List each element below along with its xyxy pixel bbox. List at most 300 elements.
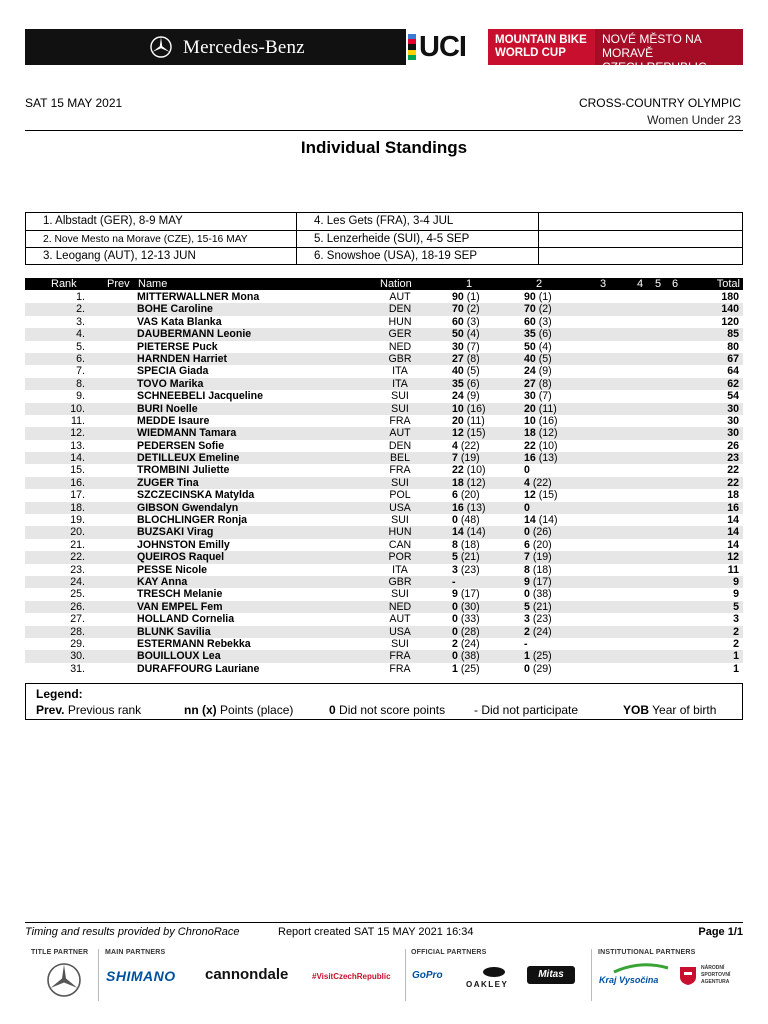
nation-cell: USA — [389, 501, 411, 514]
race1-result-cell — [452, 328, 480, 340]
total-cell: 2 — [733, 637, 739, 650]
race-empty — [538, 213, 743, 230]
race2-points: 18 — [524, 427, 536, 440]
legend-prev: Prev. Previous rank — [36, 703, 142, 717]
nation-cell: AUT — [389, 613, 411, 626]
race1-points: 30 — [452, 340, 464, 353]
race1-result-cell — [452, 564, 480, 576]
race2-result-cell — [524, 415, 558, 427]
total-cell: 16 — [727, 501, 739, 514]
race2-place: (14) — [538, 514, 558, 527]
table-row — [25, 650, 743, 662]
table-row — [25, 626, 743, 638]
race2-result-cell — [524, 526, 552, 538]
rank-cell: 5. — [76, 340, 85, 353]
athlete-name-cell: BOUILLOUX Lea — [137, 650, 221, 663]
total-cell: 22 — [727, 464, 739, 477]
race2-result-cell — [524, 551, 552, 563]
race1-result-cell — [452, 341, 480, 353]
race2-result-cell — [524, 638, 528, 650]
race2-points: 22 — [524, 439, 536, 452]
race1-points: 8 — [452, 538, 458, 551]
race2-points: 8 — [524, 563, 530, 576]
race1-result-cell — [452, 650, 480, 662]
race1-result-cell — [452, 526, 486, 538]
rank-cell: 1. — [76, 291, 85, 303]
total-cell: 12 — [727, 551, 739, 564]
col-name: Name — [138, 278, 168, 290]
race2-place: (38) — [532, 588, 552, 601]
kraj-vysocina-mark-icon — [612, 962, 670, 974]
race2-points: 5 — [524, 600, 530, 613]
standings-table — [25, 291, 743, 675]
table-row — [25, 365, 743, 377]
athlete-name-cell: DAUBERMANN Leonie — [137, 328, 252, 341]
race1-points: 60 — [452, 315, 464, 328]
race2-result-cell — [524, 452, 558, 464]
race1-place: (33) — [460, 613, 480, 626]
athlete-name-cell: HARNDEN Harriet — [137, 352, 228, 365]
nation-cell: SUI — [391, 588, 409, 601]
race2-result-cell — [524, 378, 552, 390]
race-item: 5. Lenzerheide (SUI), 4-5 SEP — [296, 230, 538, 247]
race2-place: (23) — [532, 613, 552, 626]
athlete-name-cell: HOLLAND Cornelia — [137, 613, 235, 626]
athlete-name-cell: TOVO Marika — [137, 377, 204, 390]
rank-cell: 12. — [70, 427, 85, 440]
race2-place: (22) — [532, 476, 552, 489]
table-row — [25, 576, 743, 588]
race2-place: (3) — [538, 315, 552, 328]
nation-cell: ITA — [392, 365, 408, 378]
athlete-name-cell: MITTERWALLNER Mona — [137, 291, 260, 303]
category: Women Under 23 — [647, 113, 741, 127]
mitas-logo: Mitas — [527, 966, 575, 984]
athlete-name-cell: SCHNEEBELI Jacqueline — [137, 390, 263, 403]
race1-place: (18) — [460, 538, 480, 551]
race1-result-cell — [452, 365, 480, 377]
gopro-logo: GoPro — [412, 970, 443, 981]
rank-cell: 20. — [70, 526, 85, 539]
race1-result-cell — [452, 502, 486, 514]
race1-points: 5 — [452, 551, 458, 564]
athlete-name-cell: BURI Noelle — [137, 402, 198, 415]
table-row — [25, 328, 743, 340]
rank-cell: 11. — [71, 414, 85, 427]
race1-points: 40 — [452, 365, 464, 378]
race1-place: (14) — [466, 526, 486, 539]
header-divider — [25, 130, 743, 131]
table-row — [25, 440, 743, 452]
athlete-name-cell: PIETERSE Puck — [137, 340, 218, 353]
athlete-name-cell: PEDERSEN Sofie — [137, 439, 225, 452]
nation-cell: GBR — [388, 575, 412, 588]
legend-title: Legend: — [36, 687, 83, 701]
oakley-ellipse-icon — [472, 966, 516, 978]
athlete-name-cell: BUZSAKI Virag — [137, 526, 214, 539]
table-row — [25, 390, 743, 402]
race2-place: (13) — [538, 452, 558, 465]
table-row — [25, 539, 743, 551]
race2-points: 0 — [524, 526, 530, 539]
race1-place: (4) — [466, 328, 480, 341]
race1-place: (1) — [466, 291, 480, 303]
race1-result-cell — [452, 489, 480, 501]
nation-cell: GER — [388, 328, 412, 341]
athlete-name-cell: TROMBINI Juliette — [137, 464, 230, 477]
legend-dash: - Did not participate — [474, 703, 579, 717]
race-item: 3. Leogang (AUT), 12-13 JUN — [26, 247, 296, 264]
rank-cell: 13. — [70, 439, 85, 452]
rank-cell: 8. — [76, 377, 85, 390]
race-item: 4. Les Gets (FRA), 3-4 JUL — [296, 213, 538, 230]
sportovni-agentura-logo: NÁRODNÍ SPORTOVNÍ AGENTURA — [701, 965, 731, 985]
total-cell: 180 — [721, 291, 739, 303]
race1-points: 0 — [452, 600, 458, 613]
rank-cell: 19. — [70, 514, 85, 527]
nation-cell: POL — [389, 489, 411, 502]
agentura-shield-icon — [679, 966, 697, 986]
race1-points: 0 — [452, 613, 458, 626]
athlete-name-cell: SZCZECINSKA Matylda — [137, 489, 255, 502]
race2-place: (11) — [538, 402, 557, 415]
race2-points: 90 — [524, 291, 536, 303]
race1-result-cell — [452, 403, 486, 415]
kraj-vysocina-logo: Kraj Vysočina — [599, 975, 659, 985]
total-cell: 14 — [727, 538, 739, 551]
race1-result-cell — [452, 539, 480, 551]
nation-cell: HUN — [388, 526, 412, 539]
institutional-partners-label: INSTITUTIONAL PARTNERS — [598, 949, 696, 956]
table-row — [25, 415, 743, 427]
rank-cell: 7. — [76, 365, 85, 378]
race1-points: 9 — [452, 588, 458, 601]
race1-points: 0 — [452, 650, 458, 663]
race1-result-cell — [452, 452, 480, 464]
race2-points: 1 — [524, 650, 530, 663]
race1-points: 16 — [452, 501, 464, 514]
table-row — [25, 551, 743, 563]
race2-result-cell — [524, 403, 557, 415]
race1-result-cell — [452, 551, 480, 563]
total-cell: 67 — [727, 352, 739, 365]
table-row — [25, 638, 743, 650]
legend-zero: 0 Did not score points — [329, 703, 446, 717]
race2-result-cell — [524, 588, 552, 600]
race1-result-cell — [452, 390, 480, 402]
mercedes-star-icon — [150, 36, 172, 58]
race1-place: (17) — [460, 588, 480, 601]
rank-cell: 14. — [70, 452, 85, 465]
uci-rainbow-stripes — [408, 34, 416, 60]
race2-points: 12 — [524, 489, 536, 502]
race1-place: (22) — [460, 439, 480, 452]
cannondale-logo: cannondale — [205, 966, 289, 983]
oakley-logo: OAKLEY — [466, 980, 509, 989]
race2-place: (9) — [538, 365, 552, 378]
col-race1: 1 — [466, 278, 473, 290]
race1-points: 4 — [452, 439, 458, 452]
total-cell: 9 — [733, 588, 739, 601]
top-banner — [25, 29, 743, 74]
race1-points: 3 — [452, 563, 458, 576]
nation-cell: SUI — [391, 514, 409, 527]
rank-cell: 6. — [76, 352, 85, 365]
race1-result-cell — [452, 514, 480, 526]
rank-cell: 31. — [70, 662, 85, 675]
total-cell: 23 — [727, 452, 739, 465]
race2-result-cell — [524, 601, 552, 613]
race2-place: (4) — [538, 340, 552, 353]
race2-points: 20 — [524, 402, 536, 415]
race1-place: (30) — [460, 600, 480, 613]
athlete-name-cell: GIBSON Gwendalyn — [137, 501, 239, 514]
rank-cell: 17. — [70, 489, 85, 502]
race2-place: (10) — [538, 439, 558, 452]
race2-place: (5) — [538, 352, 552, 365]
race2-place: (2) — [538, 303, 552, 316]
rank-cell: 4. — [76, 328, 85, 341]
table-row — [25, 489, 743, 501]
race2-place: (26) — [532, 526, 552, 539]
race2-points: 0 — [524, 501, 530, 514]
race2-place: (24) — [532, 625, 552, 638]
race2-result-cell — [524, 477, 552, 489]
race2-points: 40 — [524, 352, 536, 365]
athlete-name-cell: DETILLEUX Emeline — [137, 452, 240, 465]
race1-result-cell — [452, 415, 485, 427]
race2-place: (29) — [532, 662, 552, 675]
rank-cell: 10. — [70, 402, 85, 415]
race2-place: (12) — [538, 427, 558, 440]
rank-cell: 26. — [70, 600, 85, 613]
nation-cell: AUT — [389, 427, 411, 440]
race2-points: 0 — [524, 662, 530, 675]
race2-points: 4 — [524, 476, 530, 489]
total-cell: 62 — [727, 377, 739, 390]
rank-cell: 18. — [70, 501, 85, 514]
table-row — [25, 514, 743, 526]
race2-result-cell — [524, 489, 558, 501]
main-partners-label: MAIN PARTNERS — [105, 949, 166, 956]
rank-cell: 28. — [70, 625, 85, 638]
table-row — [25, 378, 743, 390]
athlete-name-cell: VAS Kata Blanka — [137, 315, 222, 328]
race1-points: - — [452, 575, 456, 588]
table-row — [25, 526, 743, 538]
race2-points: 6 — [524, 538, 530, 551]
uci-text: UCI — [419, 31, 466, 63]
table-row — [25, 613, 743, 625]
race1-points: 27 — [452, 352, 464, 365]
table-row — [25, 341, 743, 353]
race1-place: (10) — [466, 464, 486, 477]
uci-logo — [406, 29, 488, 65]
footer-divider — [25, 922, 743, 923]
nation-cell: SUI — [391, 402, 409, 415]
total-cell: 140 — [721, 303, 739, 316]
rank-cell: 3. — [76, 315, 85, 328]
race1-points: 6 — [452, 489, 458, 502]
race1-result-cell — [452, 613, 480, 625]
race1-place: (20) — [460, 489, 480, 502]
nation-cell: SUI — [391, 637, 409, 650]
race1-points: 18 — [452, 476, 464, 489]
rank-cell: 27. — [70, 613, 85, 626]
race1-points: 22 — [452, 464, 464, 477]
race1-place: (9) — [466, 390, 480, 403]
nation-cell: NED — [388, 340, 412, 353]
table-row — [25, 464, 743, 476]
athlete-name-cell: JOHNSTON Emilly — [137, 538, 230, 551]
race2-result-cell — [524, 316, 552, 328]
race2-points: 16 — [524, 452, 536, 465]
partner-separator — [405, 949, 406, 1001]
total-cell: 11 — [727, 563, 739, 576]
table-row — [25, 601, 743, 613]
race1-result-cell — [452, 440, 480, 452]
rank-cell: 30. — [70, 650, 85, 663]
partner-separator — [591, 949, 592, 1001]
race1-place: (19) — [460, 452, 480, 465]
total-cell: 85 — [727, 328, 739, 341]
legend-yob: YOB Year of birth — [623, 703, 717, 717]
race1-result-cell — [452, 601, 480, 613]
race2-place: (16) — [538, 414, 558, 427]
total-cell: 80 — [727, 340, 739, 353]
nation-cell: SUI — [391, 476, 409, 489]
race1-place: (16) — [466, 402, 486, 415]
race2-result-cell — [524, 390, 552, 402]
race1-result-cell — [452, 638, 480, 650]
race2-result-cell — [524, 353, 552, 365]
total-cell: 64 — [727, 365, 739, 378]
race2-points: 70 — [524, 303, 536, 316]
race2-place: (20) — [532, 538, 552, 551]
race2-place: (8) — [538, 377, 552, 390]
rank-cell: 23. — [70, 563, 85, 576]
race1-place: (3) — [466, 315, 480, 328]
race1-result-cell — [452, 316, 480, 328]
table-row — [25, 502, 743, 514]
race2-points: 7 — [524, 551, 530, 564]
race2-place: (19) — [532, 551, 552, 564]
table-row — [25, 427, 743, 439]
race-empty — [538, 230, 743, 247]
race1-result-cell — [452, 291, 480, 303]
race2-points: 9 — [524, 575, 530, 588]
race2-place: (15) — [538, 489, 558, 502]
race2-result-cell — [524, 613, 552, 625]
nation-cell: HUN — [388, 315, 412, 328]
race1-result-cell — [452, 427, 486, 439]
race2-place: (1) — [538, 291, 552, 303]
race2-result-cell — [524, 514, 558, 526]
race2-result-cell — [524, 365, 552, 377]
col-prev: Prev — [107, 278, 130, 290]
table-row — [25, 303, 743, 315]
race1-place: (28) — [460, 625, 480, 638]
race1-place: (13) — [466, 501, 486, 514]
race1-result-cell — [452, 477, 486, 489]
nation-cell: POR — [388, 551, 412, 564]
col-race6: 6 — [672, 278, 679, 290]
race1-points: 14 — [452, 526, 464, 539]
race1-place: (2) — [466, 303, 480, 316]
rank-cell: 22. — [70, 551, 85, 564]
total-cell: 26 — [727, 439, 739, 452]
athlete-name-cell: KAY Anna — [137, 575, 188, 588]
race2-points: 30 — [524, 390, 536, 403]
race2-points: 10 — [524, 414, 536, 427]
total-cell: 9 — [733, 575, 739, 588]
mercedes-benz-logo: Mercedes-Benz — [183, 37, 305, 58]
table-row — [25, 291, 743, 303]
race1-points: 20 — [452, 414, 464, 427]
race1-points: 0 — [452, 514, 458, 527]
race2-result-cell — [524, 328, 552, 340]
nation-cell: SUI — [391, 390, 409, 403]
nation-cell: AUT — [389, 291, 411, 303]
rank-cell: 2. — [76, 303, 85, 316]
race2-points: 35 — [524, 328, 536, 341]
race2-result-cell — [524, 626, 552, 638]
timing-credit: Timing and results provided by ChronoRace — [25, 926, 240, 938]
event-name: CROSS-COUNTRY OLYMPIC — [578, 96, 741, 110]
race2-place: (21) — [532, 600, 552, 613]
table-row — [25, 564, 743, 576]
race1-points: 24 — [452, 390, 464, 403]
visit-czech-logo: #VisitCzechRepublic — [312, 972, 391, 981]
athlete-name-cell: DURAFFOURG Lauriane — [137, 662, 260, 675]
col-rank: Rank — [51, 278, 77, 290]
race2-result-cell — [524, 650, 552, 662]
rank-cell: 16. — [70, 476, 85, 489]
race2-place: (25) — [532, 650, 552, 663]
nation-cell: NED — [388, 600, 412, 613]
race-item: 6. Snowshoe (USA), 18-19 SEP — [296, 247, 538, 264]
page-title: Individual Standings — [300, 138, 468, 157]
race2-points: 3 — [524, 613, 530, 626]
race1-place: (11) — [466, 414, 485, 427]
col-race3: 3 — [600, 278, 607, 290]
race1-points: 10 — [452, 402, 464, 415]
athlete-name-cell: BLOCHLINGER Ronja — [137, 514, 248, 527]
nation-cell: DEN — [388, 303, 412, 316]
race2-place: (17) — [532, 575, 552, 588]
nation-cell: DEN — [388, 439, 412, 452]
total-cell: 22 — [727, 476, 739, 489]
table-row — [25, 316, 743, 328]
race2-result-cell — [524, 663, 552, 675]
race1-result-cell — [452, 464, 486, 476]
race1-points: 35 — [452, 377, 464, 390]
race1-result-cell — [452, 378, 480, 390]
race1-place: (6) — [466, 377, 480, 390]
col-race2: 2 — [536, 278, 543, 290]
nation-cell: USA — [389, 625, 411, 638]
race2-result-cell — [524, 576, 552, 588]
race-empty — [538, 247, 743, 264]
rank-cell: 25. — [70, 588, 85, 601]
race2-result-cell — [524, 502, 530, 514]
race-item: 1. Albstadt (GER), 8-9 MAY — [43, 215, 183, 227]
athlete-name-cell: PESSE Nicole — [137, 563, 208, 576]
race1-place: (21) — [460, 551, 480, 564]
athlete-name-cell: WIEDMANN Tamara — [137, 427, 237, 440]
race1-result-cell — [452, 303, 480, 315]
total-cell: 2 — [733, 625, 739, 638]
